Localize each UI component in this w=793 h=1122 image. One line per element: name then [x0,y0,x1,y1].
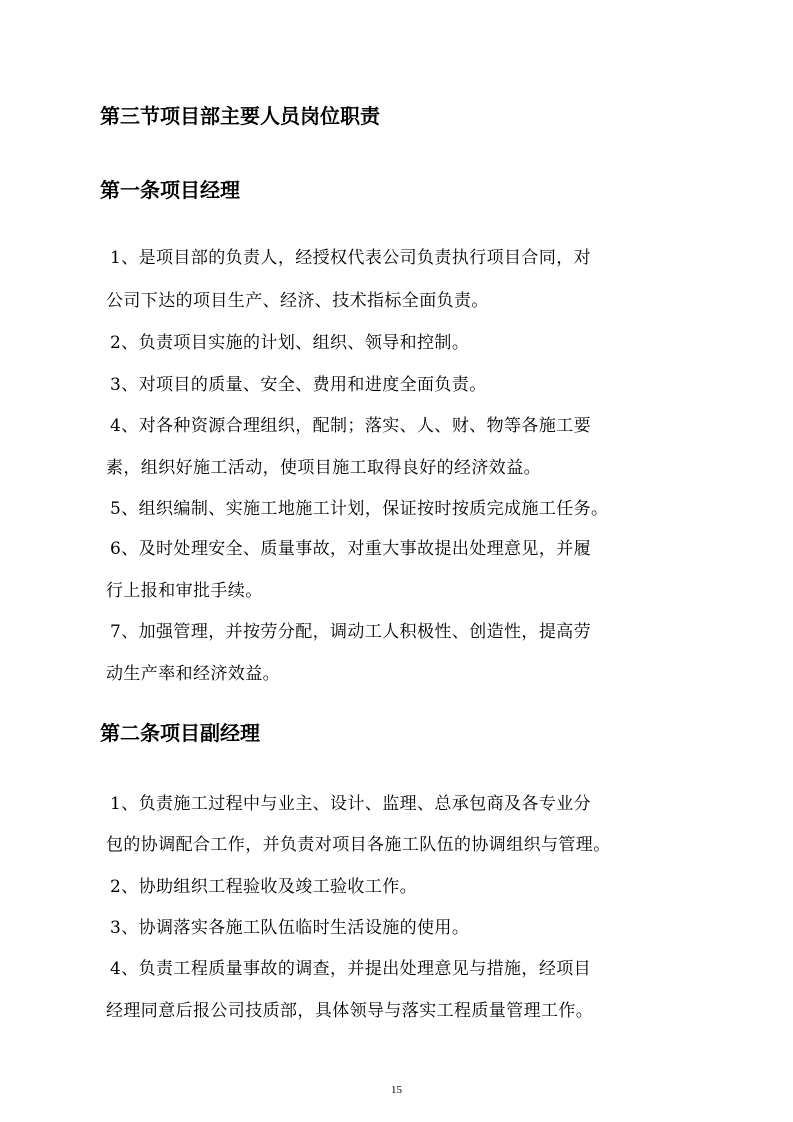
article-1-line: 4、对各种资源合理组织，配制；落实、人、财、物等各施工要 [110,416,592,436]
article-2-line: 包的协调配合工作，并负责对项目各施工队伍的协调组织与管理。 [106,835,611,855]
article-1-heading: 第一条项目经理 [100,178,240,202]
article-2-line: 经理同意后报公司技质部，具体领导与落实工程质量管理工作。 [106,1001,594,1021]
article-2-line: 4、负责工程质量事故的调查，并提出处理意见与措施，经项目 [110,959,592,979]
article-1-line: 素，组织好施工活动，使项目施工取得良好的经济效益。 [106,458,541,478]
article-2-line: 1、负责施工过程中与业主、设计、监理、总承包商及各专业分 [110,794,592,814]
article-1-line: 5、组织编制、实施工地施工计划，保证按时按质完成施工任务。 [110,499,609,519]
article-2-heading: 第二条项目副经理 [100,721,260,745]
article-2-line: 3、协调落实各施工队伍临时生活设施的使用。 [110,918,470,938]
page-number: 15 [391,1084,402,1096]
article-1-line: 行上报和审批手续。 [106,581,263,601]
article-1-line: 1、是项目部的负责人，经授权代表公司负责执行项目合同，对 [110,248,592,268]
article-1-line: 6、及时处理安全、质量事故，对重大事故提出处理意见，并履 [110,539,592,559]
article-1-line: 动生产率和经济效益。 [106,664,280,684]
article-1-line: 公司下达的项目生产、经济、技术指标全面负责。 [106,291,489,311]
article-1-line: 3、对项目的质量、安全、费用和进度全面负责。 [110,375,487,395]
article-1-line: 2、负责项目实施的计划、组织、领导和控制。 [110,333,470,353]
article-1-line: 7、加强管理，并按劳分配，调动工人积极性、创造性，提高劳 [110,622,592,642]
article-2-line: 2、协助组织工程验收及竣工验收工作。 [110,877,418,897]
section-title: 第三节项目部主要人员岗位职责 [100,104,380,128]
